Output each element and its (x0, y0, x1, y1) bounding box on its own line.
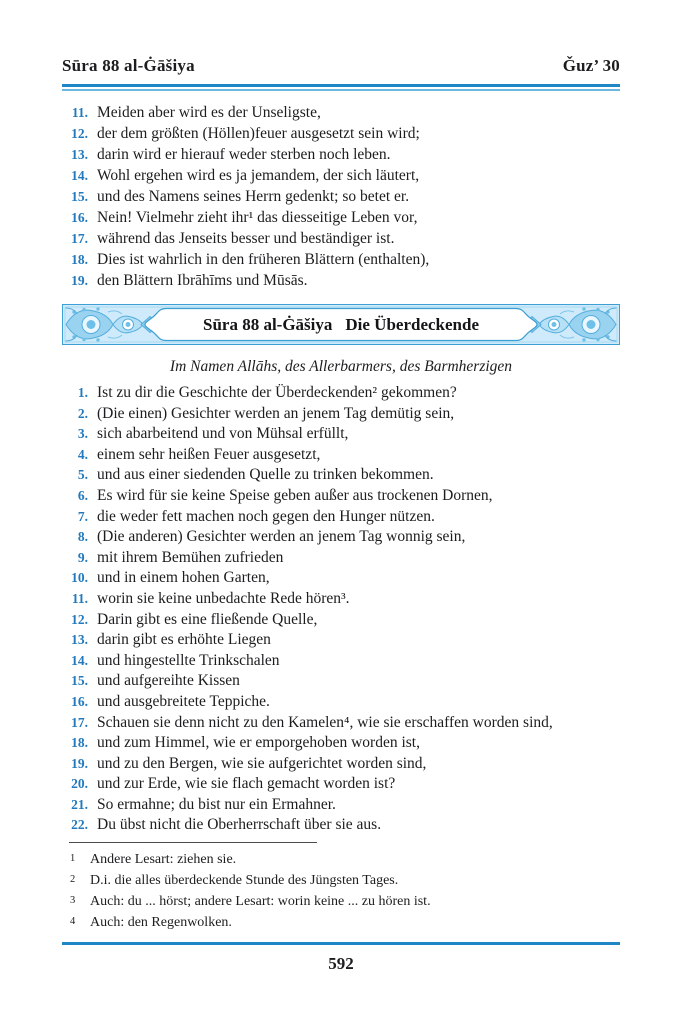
verse-text: Darin gibt es eine fließende Quelle, (97, 610, 318, 628)
verse-row (62, 404, 620, 425)
verse-text: Schauen sie denn nicht zu den Kamelen⁴, wie sie erschaffen worden sind, (97, 713, 553, 731)
verse-row (62, 795, 620, 816)
verse-text: während das Jenseits besser und beständiger ist. (97, 230, 395, 247)
verse-text: So ermahne; du bist nur ein Ermahner. (97, 795, 336, 813)
footer-rule (62, 942, 620, 945)
verse-number: 17. (71, 231, 88, 246)
verse-text: den Blättern Ibrāhīms und Mūsās. (97, 272, 308, 289)
verse-number: 7. (77, 508, 88, 524)
verse-row (62, 270, 620, 291)
verse-row (62, 207, 620, 228)
verse-number: 18. (71, 252, 88, 267)
verse-number: 16. (71, 210, 88, 225)
verse-row (62, 815, 620, 836)
verse-text: worin sie keine unbedachte Rede hören³. (97, 589, 350, 607)
verse-number: 8. (77, 529, 88, 545)
footnote-marker: 4 (70, 916, 76, 928)
footnote-text: Auch: du ... hörst; andere Lesart: worin keine ... zu hören ist. (90, 894, 431, 910)
verse-row (62, 733, 620, 754)
verse-row (62, 713, 620, 734)
footnote-row (62, 912, 620, 933)
verse-number: 13. (71, 147, 88, 162)
verse-text: und ausgebreitete Teppiche. (97, 692, 270, 710)
verse-text: Meiden aber wird es der Unseligste, (97, 104, 321, 121)
verse-number: 1. (77, 385, 88, 400)
verse-text: und aus einer siedenden Quelle zu trinken bekommen. (97, 466, 434, 484)
footnote-row (62, 891, 620, 912)
verse-number: 18. (71, 735, 88, 751)
banner-title-transliteration: Sūra 88 al-Ġāšiya (202, 314, 333, 334)
verse-text: Wohl ergehen wird es ja jemandem, der sich läutert, (97, 167, 420, 184)
verse-row (62, 774, 620, 795)
verse-text: und aufgereihte Kissen (97, 672, 240, 690)
verse-row (62, 249, 620, 270)
verse-text: Dies ist wahrlich in den früheren Blättern (enthalten), (97, 251, 430, 268)
verse-text: der dem größten (Höllen)feuer ausgesetzt sein wird; (97, 125, 420, 142)
verse-text: und zu den Bergen, wie sie aufgerichtet worden sind, (97, 754, 427, 772)
verse-number: 19. (71, 273, 88, 288)
verse-row (62, 445, 620, 466)
verse-number: 15. (71, 189, 88, 204)
footnote-list (62, 849, 620, 933)
verse-row (62, 424, 620, 445)
footnote-row (62, 870, 620, 891)
bismillah-line: Im Namen Allāhs, des Allerbarmers, des Barmherzigen (169, 358, 513, 375)
page-number: 592 (328, 954, 354, 974)
verse-row (62, 102, 620, 123)
verse-number: 6. (77, 487, 88, 503)
verse-number: 3. (77, 426, 88, 442)
verse-row (62, 568, 620, 589)
main-verse-list (62, 383, 620, 836)
verse-number: 17. (71, 714, 88, 730)
verse-row (62, 651, 620, 672)
verse-text: und zum Himmel, wie er emporgehoben worden ist, (97, 734, 420, 752)
footnote-marker: 1 (70, 853, 76, 865)
verse-number: 10. (71, 570, 88, 586)
verse-text: (Die einen) Gesichter werden an jenem Tag demütig sein, (97, 404, 455, 422)
verse-number: 15. (71, 673, 88, 689)
verse-row (62, 465, 620, 486)
verse-text: sich abarbeitend und von Mühsal erfüllt, (97, 425, 349, 443)
verse-text: einem sehr heißen Feuer ausgesetzt, (97, 445, 321, 463)
verse-number: 22. (71, 817, 88, 833)
verse-row (62, 527, 620, 548)
verse-number: 9. (77, 549, 88, 565)
verse-number: 13. (71, 632, 88, 648)
verse-text: Du übst nicht die Oberherrschaft über sie aus. (97, 816, 382, 834)
verse-row (62, 610, 620, 631)
verse-row (62, 507, 620, 528)
footnote-marker: 2 (70, 874, 76, 886)
verse-row (62, 144, 620, 165)
verse-text: Ist zu dir die Geschichte der Überdeckenden² gekommen? (97, 384, 457, 401)
footnote-text: Andere Lesart: ziehen sie. (90, 852, 237, 868)
verse-number: 11. (71, 105, 88, 120)
banner-title-german: Die Überdeckende (345, 314, 480, 334)
verse-text: Es wird für sie keine Speise geben außer aus trockenen Dornen, (97, 486, 493, 504)
verse-text: (Die anderen) Gesichter werden an jenem Tag wonnig sein, (97, 528, 466, 546)
header-juz-reference: Ǧuz’ 30 (562, 56, 620, 75)
footnote-divider (69, 842, 317, 843)
verse-text: darin wird er hierauf weder sterben noch leben. (97, 146, 391, 163)
verse-text: und hingestellte Trinkschalen (97, 651, 280, 669)
footnote-row (62, 849, 620, 870)
continuation-verse-list (62, 102, 620, 291)
verse-text: die weder fett machen noch gegen den Hunger nützen. (97, 507, 435, 525)
verse-row (62, 165, 620, 186)
verse-number: 4. (77, 446, 88, 462)
verse-number: 16. (71, 693, 88, 709)
banner-title (62, 304, 620, 345)
verse-number: 14. (71, 652, 88, 668)
verse-row (62, 692, 620, 713)
footnote-marker: 3 (70, 895, 76, 907)
verse-row (62, 630, 620, 651)
verse-text: mit ihrem Bemühen zufrieden (97, 548, 284, 566)
verse-row (62, 548, 620, 569)
verse-row (62, 228, 620, 249)
verse-number: 19. (71, 755, 88, 771)
verse-number: 14. (71, 168, 88, 183)
verse-number: 12. (71, 126, 88, 141)
verse-number: 21. (71, 796, 88, 812)
header-double-rule (62, 84, 620, 91)
verse-row (62, 671, 620, 692)
verse-row (62, 486, 620, 507)
verse-row (62, 754, 620, 775)
verse-number: 5. (77, 467, 88, 483)
verse-text: und zur Erde, wie sie flach gemacht worden ist? (97, 775, 396, 793)
verse-text: und in einem hohen Garten, (97, 569, 270, 587)
verse-number: 12. (71, 611, 88, 627)
footnote-text: D.i. die alles überdeckende Stunde des Jüngsten Tages. (90, 873, 399, 889)
verse-text: Nein! Vielmehr zieht ihr¹ das diesseitige Leben vor, (97, 209, 418, 226)
verse-text: und des Namens seines Herrn gedenkt; so betet er. (97, 188, 410, 205)
running-header (62, 56, 620, 76)
verse-row (62, 186, 620, 207)
verse-text: darin gibt es erhöhte Liegen (97, 631, 271, 649)
verse-row (62, 589, 620, 610)
verse-number: 2. (77, 405, 88, 421)
header-sura-reference: Sūra 88 al-Ġāšiya (62, 56, 195, 75)
verse-number: 20. (71, 776, 88, 792)
verse-row (62, 123, 620, 144)
sura-title-banner (62, 304, 620, 345)
footnote-text: Auch: den Regenwolken. (90, 915, 232, 931)
verse-number: 11. (71, 590, 88, 606)
verse-row (62, 383, 620, 404)
